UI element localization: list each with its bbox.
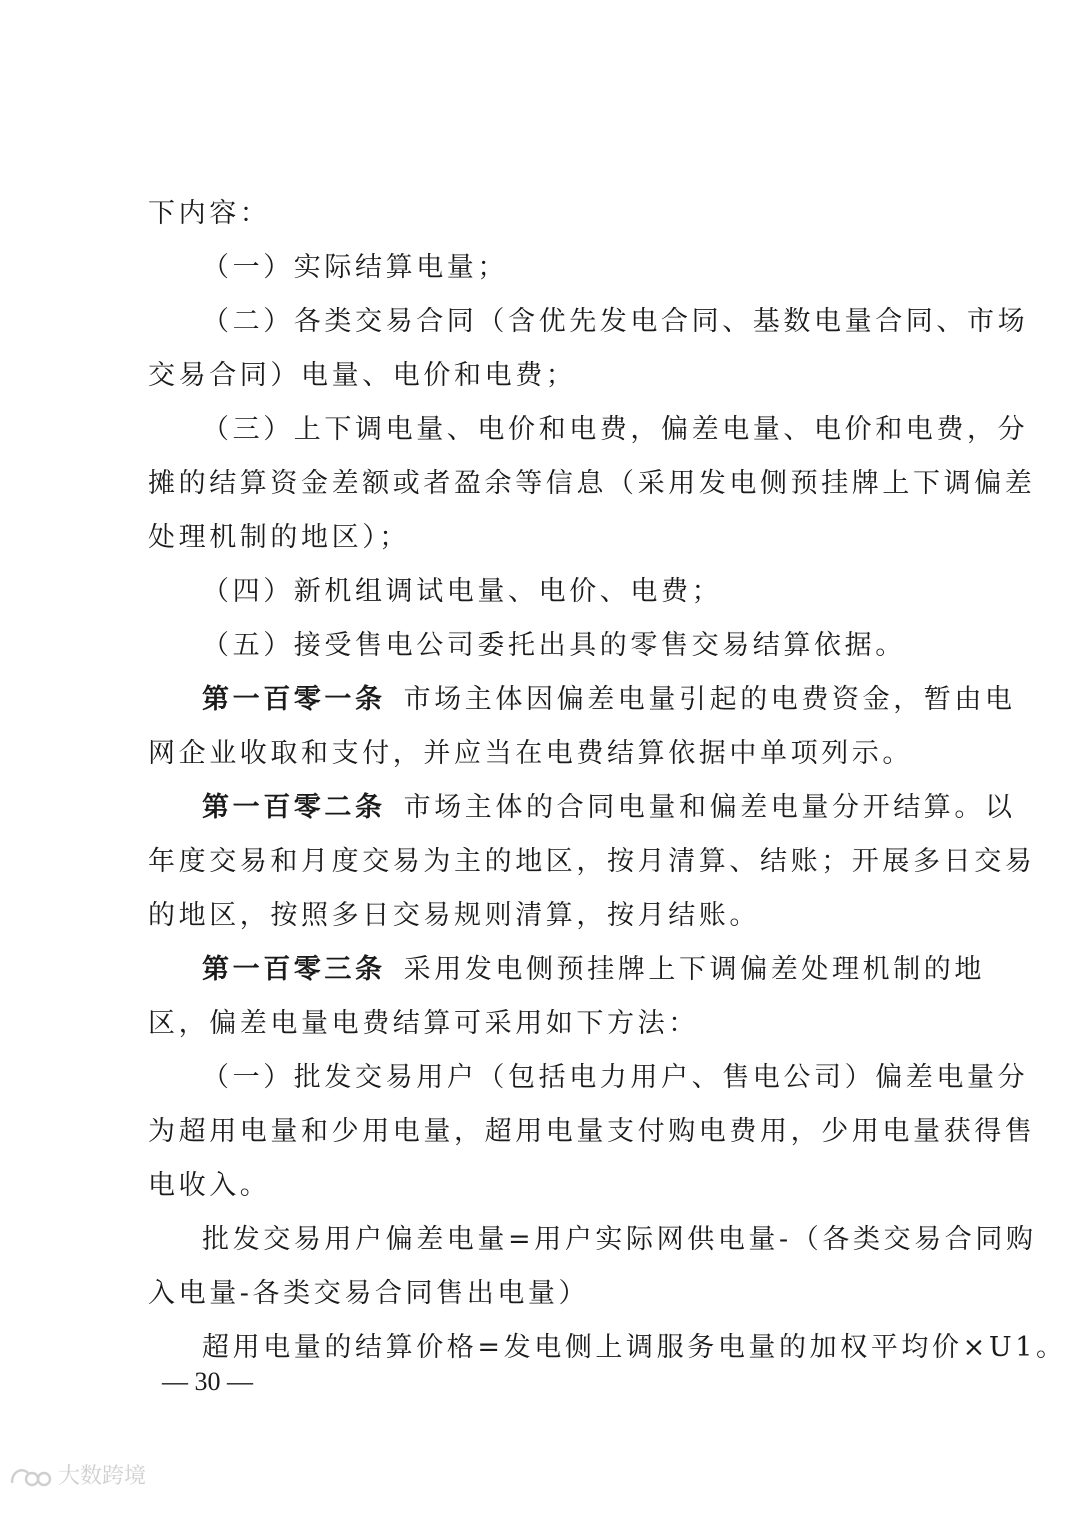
text-line: （二）各类交易合同（含优先发电合同、基数电量合同、市场 xyxy=(202,306,1029,337)
text-line: 年度交易和月度交易为主的地区，按月清算、结账；开展多日交易 xyxy=(148,846,1036,877)
text-line: 网企业收取和支付，并应当在电费结算依据中单项列示。 xyxy=(148,738,913,769)
text-line: 交易合同）电量、电价和电费； xyxy=(148,360,577,391)
text-line: 入电量-各类交易合同售出电量） xyxy=(148,1278,590,1309)
text-line: 处理机制的地区）； xyxy=(148,522,410,553)
article-heading: 第一百零一条 xyxy=(202,684,386,715)
text-line: 批发交易用户偏差电量=用户实际网供电量-（各类交易合同购 xyxy=(202,1224,1037,1255)
text-line: （一）批发交易用户（包括电力用户、售电公司）偏差电量分 xyxy=(202,1062,1029,1093)
watermark xyxy=(8,1462,146,1492)
article-text: 采用发电侧预挂牌上下调偏差处理机制的地 xyxy=(403,954,986,985)
text-line: 区，偏差电量电费结算可采用如下方法： xyxy=(148,1008,699,1039)
article-text: 市场主体因偏差电量引起的电费资金，暂由电 xyxy=(403,684,1016,715)
text-line: 下内容： xyxy=(148,198,271,229)
article-paragraph xyxy=(202,680,1016,720)
text-line: （一）实际结算电量； xyxy=(202,252,508,283)
text-line: 摊的结算资金差额或者盈余等信息（采用发电侧预挂牌上下调偏差 xyxy=(148,468,1036,499)
article-paragraph xyxy=(202,950,986,990)
article-paragraph xyxy=(202,788,1016,828)
article-heading: 第一百零二条 xyxy=(202,792,386,823)
watermark-text: 大数跨境 xyxy=(58,1464,147,1489)
text-line: 的地区，按照多日交易规则清算，按月结账。 xyxy=(148,900,760,931)
page-number: — 30 — xyxy=(162,1367,253,1396)
text-line: 超用电量的结算价格=发电侧上调服务电量的加权平均价×U1。 xyxy=(202,1332,1067,1363)
text-line: （三）上下调电量、电价和电费，偏差电量、电价和电费，分 xyxy=(202,414,1029,445)
text-line: （五）接受售电公司委托出具的零售交易结算依据。 xyxy=(202,630,906,661)
text-line: 为超用电量和少用电量，超用电量支付购电费用，少用电量获得售 xyxy=(148,1116,1036,1147)
text-line: 电收入。 xyxy=(148,1170,271,1201)
text-line: （四）新机组调试电量、电价、电费； xyxy=(202,576,723,607)
article-text: 市场主体的合同电量和偏差电量分开结算。以 xyxy=(403,792,1016,823)
watermark-logo-icon xyxy=(8,1463,54,1491)
article-heading: 第一百零三条 xyxy=(202,954,386,985)
